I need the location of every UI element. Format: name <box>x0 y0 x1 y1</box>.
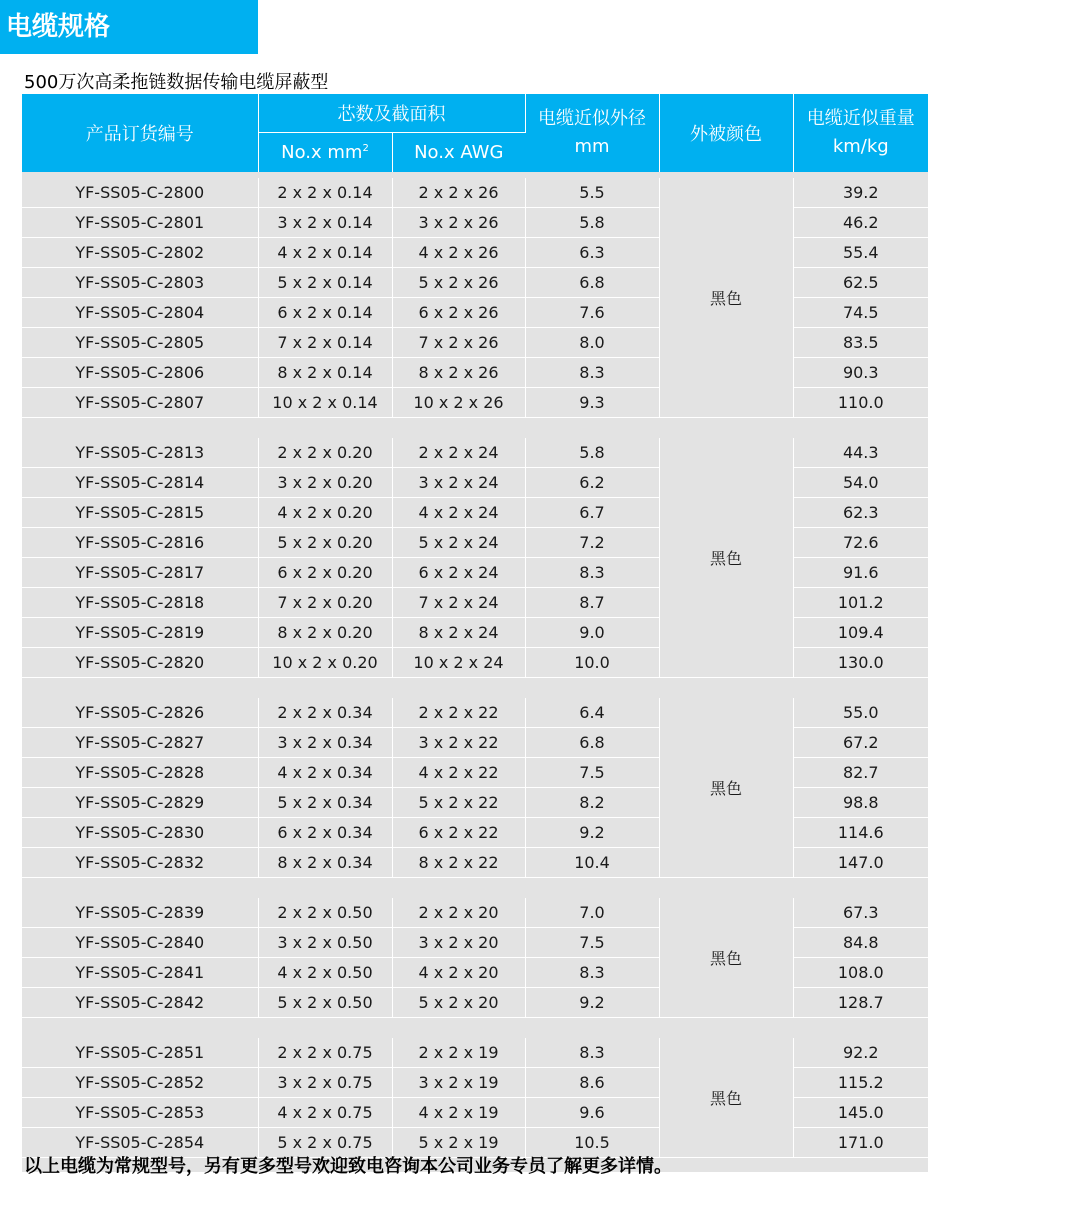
cell-mm2: 2 x 2 x 0.50 <box>258 895 392 928</box>
cell-mm2: 4 x 2 x 0.34 <box>258 758 392 788</box>
header-od-label: 电缆近似外径 <box>538 108 646 129</box>
table-row <box>22 788 928 818</box>
header-cores-group: 芯数及截面积 <box>258 94 525 133</box>
cell-awg: 3 x 2 x 22 <box>392 728 525 758</box>
cell-outer-diameter: 10.0 <box>525 648 659 678</box>
table-row <box>22 988 928 1018</box>
table-row <box>22 758 928 788</box>
cell-awg: 7 x 2 x 26 <box>392 328 525 358</box>
cell-outer-diameter: 8.0 <box>525 328 659 358</box>
cell-weight: 109.4 <box>793 618 928 648</box>
cell-weight: 62.5 <box>793 268 928 298</box>
cell-awg: 3 x 2 x 19 <box>392 1068 525 1098</box>
cell-awg: 4 x 2 x 26 <box>392 238 525 268</box>
cell-weight: 108.0 <box>793 958 928 988</box>
cell-weight: 82.7 <box>793 758 928 788</box>
header-weight <box>793 94 928 175</box>
cell-outer-diameter: 5.5 <box>525 175 659 208</box>
cell-mm2: 5 x 2 x 0.20 <box>258 528 392 558</box>
group-separator <box>22 1018 928 1036</box>
cell-awg: 5 x 2 x 24 <box>392 528 525 558</box>
cell-weight: 101.2 <box>793 588 928 618</box>
cell-awg: 4 x 2 x 19 <box>392 1098 525 1128</box>
header-mm2-label: No.x mm <box>281 142 363 163</box>
table-row <box>22 895 928 928</box>
footer-note: 以上电缆为常规型号，另有更多型号欢迎致电咨询本公司业务专员了解更多详情。 <box>24 1156 672 1177</box>
header-jacket-color: 外被颜色 <box>659 94 793 175</box>
cell-awg: 10 x 2 x 24 <box>392 648 525 678</box>
cell-mm2: 8 x 2 x 0.14 <box>258 358 392 388</box>
header-order-no: 产品订货编号 <box>22 94 258 175</box>
cell-mm2: 3 x 2 x 0.75 <box>258 1068 392 1098</box>
table-row <box>22 648 928 678</box>
cell-weight: 55.4 <box>793 238 928 268</box>
table-row <box>22 528 928 558</box>
cell-awg: 5 x 2 x 19 <box>392 1128 525 1158</box>
cell-outer-diameter: 9.0 <box>525 618 659 648</box>
page-title: 电缆规格 <box>0 0 258 54</box>
cell-awg: 5 x 2 x 26 <box>392 268 525 298</box>
cell-order-no: YF-SS05-C-2814 <box>22 468 258 498</box>
table-row <box>22 818 928 848</box>
cell-order-no: YF-SS05-C-2842 <box>22 988 258 1018</box>
cell-outer-diameter: 8.3 <box>525 558 659 588</box>
cell-outer-diameter: 8.6 <box>525 1068 659 1098</box>
group-separator <box>22 418 928 436</box>
cell-weight: 114.6 <box>793 818 928 848</box>
cell-mm2: 4 x 2 x 0.14 <box>258 238 392 268</box>
cell-order-no: YF-SS05-C-2820 <box>22 648 258 678</box>
cell-awg: 2 x 2 x 20 <box>392 895 525 928</box>
cell-outer-diameter: 7.5 <box>525 928 659 958</box>
cell-awg: 2 x 2 x 19 <box>392 1035 525 1068</box>
cell-jacket-color: 黑色 <box>659 895 793 1018</box>
cell-weight: 67.2 <box>793 728 928 758</box>
header-od-unit: mm <box>574 136 610 157</box>
header-awg: No.x AWG <box>392 133 525 176</box>
cell-outer-diameter: 10.5 <box>525 1128 659 1158</box>
cell-order-no: YF-SS05-C-2832 <box>22 848 258 878</box>
cell-mm2: 3 x 2 x 0.14 <box>258 208 392 238</box>
cell-outer-diameter: 6.8 <box>525 728 659 758</box>
header-weight-label: 电缆近似重量 <box>806 108 915 129</box>
cell-outer-diameter: 7.0 <box>525 895 659 928</box>
cell-order-no: YF-SS05-C-2841 <box>22 958 258 988</box>
header-mm2-sup: 2 <box>362 143 369 154</box>
cell-mm2: 2 x 2 x 0.75 <box>258 1035 392 1068</box>
cell-weight: 84.8 <box>793 928 928 958</box>
cell-mm2: 4 x 2 x 0.50 <box>258 958 392 988</box>
separator-cell <box>22 678 928 696</box>
cell-weight: 91.6 <box>793 558 928 588</box>
cell-order-no: YF-SS05-C-2852 <box>22 1068 258 1098</box>
cell-mm2: 5 x 2 x 0.50 <box>258 988 392 1018</box>
cell-order-no: YF-SS05-C-2805 <box>22 328 258 358</box>
table-row <box>22 388 928 418</box>
cell-mm2: 4 x 2 x 0.20 <box>258 498 392 528</box>
cell-mm2: 3 x 2 x 0.34 <box>258 728 392 758</box>
cell-weight: 67.3 <box>793 895 928 928</box>
cell-mm2: 7 x 2 x 0.20 <box>258 588 392 618</box>
table-row <box>22 238 928 268</box>
table-row <box>22 1098 928 1128</box>
cell-outer-diameter: 8.3 <box>525 1035 659 1068</box>
cell-weight: 83.5 <box>793 328 928 358</box>
cell-outer-diameter: 9.6 <box>525 1098 659 1128</box>
cell-mm2: 5 x 2 x 0.14 <box>258 268 392 298</box>
cell-order-no: YF-SS05-C-2829 <box>22 788 258 818</box>
cable-spec-table <box>22 94 928 1172</box>
cell-order-no: YF-SS05-C-2801 <box>22 208 258 238</box>
cell-awg: 4 x 2 x 24 <box>392 498 525 528</box>
cell-mm2: 3 x 2 x 0.20 <box>258 468 392 498</box>
table-row <box>22 558 928 588</box>
cell-order-no: YF-SS05-C-2851 <box>22 1035 258 1068</box>
cell-order-no: YF-SS05-C-2815 <box>22 498 258 528</box>
cell-order-no: YF-SS05-C-2828 <box>22 758 258 788</box>
cell-order-no: YF-SS05-C-2839 <box>22 895 258 928</box>
cell-mm2: 2 x 2 x 0.34 <box>258 695 392 728</box>
cell-jacket-color: 黑色 <box>659 695 793 878</box>
cell-awg: 5 x 2 x 22 <box>392 788 525 818</box>
cell-jacket-color: 黑色 <box>659 435 793 678</box>
cell-outer-diameter: 6.4 <box>525 695 659 728</box>
cell-mm2: 5 x 2 x 0.34 <box>258 788 392 818</box>
cell-mm2: 8 x 2 x 0.34 <box>258 848 392 878</box>
cell-mm2: 8 x 2 x 0.20 <box>258 618 392 648</box>
separator-cell <box>22 1018 928 1036</box>
table-row <box>22 328 928 358</box>
cell-awg: 6 x 2 x 22 <box>392 818 525 848</box>
cell-awg: 8 x 2 x 24 <box>392 618 525 648</box>
cell-awg: 6 x 2 x 24 <box>392 558 525 588</box>
cell-awg: 8 x 2 x 22 <box>392 848 525 878</box>
cell-weight: 92.2 <box>793 1035 928 1068</box>
cell-weight: 62.3 <box>793 498 928 528</box>
group-separator <box>22 878 928 896</box>
cell-awg: 4 x 2 x 20 <box>392 958 525 988</box>
table-row <box>22 298 928 328</box>
cell-outer-diameter: 5.8 <box>525 208 659 238</box>
cell-outer-diameter: 6.3 <box>525 238 659 268</box>
cell-order-no: YF-SS05-C-2853 <box>22 1098 258 1128</box>
cell-order-no: YF-SS05-C-2816 <box>22 528 258 558</box>
table-row <box>22 728 928 758</box>
cell-order-no: YF-SS05-C-2819 <box>22 618 258 648</box>
table-row <box>22 928 928 958</box>
cell-mm2: 2 x 2 x 0.14 <box>258 175 392 208</box>
cell-outer-diameter: 8.3 <box>525 958 659 988</box>
cell-awg: 3 x 2 x 20 <box>392 928 525 958</box>
cell-order-no: YF-SS05-C-2803 <box>22 268 258 298</box>
cell-order-no: YF-SS05-C-2827 <box>22 728 258 758</box>
cell-awg: 3 x 2 x 26 <box>392 208 525 238</box>
cell-outer-diameter: 8.3 <box>525 358 659 388</box>
separator-cell <box>22 418 928 436</box>
table-row <box>22 268 928 298</box>
cell-mm2: 2 x 2 x 0.20 <box>258 435 392 468</box>
cell-awg: 2 x 2 x 24 <box>392 435 525 468</box>
cell-mm2: 6 x 2 x 0.20 <box>258 558 392 588</box>
header-weight-unit: km/kg <box>832 136 889 157</box>
cell-weight: 39.2 <box>793 175 928 208</box>
cell-weight: 72.6 <box>793 528 928 558</box>
cell-mm2: 4 x 2 x 0.75 <box>258 1098 392 1128</box>
cell-order-no: YF-SS05-C-2854 <box>22 1128 258 1158</box>
cell-outer-diameter: 9.2 <box>525 818 659 848</box>
cell-outer-diameter: 6.2 <box>525 468 659 498</box>
table-row <box>22 618 928 648</box>
table-row <box>22 208 928 238</box>
cell-awg: 8 x 2 x 26 <box>392 358 525 388</box>
cell-weight: 54.0 <box>793 468 928 498</box>
cell-awg: 5 x 2 x 20 <box>392 988 525 1018</box>
cell-weight: 90.3 <box>793 358 928 388</box>
table-row <box>22 358 928 388</box>
cell-weight: 171.0 <box>793 1128 928 1158</box>
cell-weight: 55.0 <box>793 695 928 728</box>
cell-awg: 4 x 2 x 22 <box>392 758 525 788</box>
cell-weight: 115.2 <box>793 1068 928 1098</box>
table-row <box>22 958 928 988</box>
cell-weight: 147.0 <box>793 848 928 878</box>
cell-order-no: YF-SS05-C-2817 <box>22 558 258 588</box>
cell-order-no: YF-SS05-C-2813 <box>22 435 258 468</box>
table-row <box>22 468 928 498</box>
table-header <box>22 94 928 175</box>
cell-weight: 130.0 <box>793 648 928 678</box>
cell-mm2: 6 x 2 x 0.14 <box>258 298 392 328</box>
cell-outer-diameter: 7.5 <box>525 758 659 788</box>
table-row <box>22 588 928 618</box>
cell-weight: 44.3 <box>793 435 928 468</box>
cell-order-no: YF-SS05-C-2804 <box>22 298 258 328</box>
cell-order-no: YF-SS05-C-2826 <box>22 695 258 728</box>
cell-weight: 110.0 <box>793 388 928 418</box>
cell-jacket-color: 黑色 <box>659 1035 793 1158</box>
cell-mm2: 10 x 2 x 0.14 <box>258 388 392 418</box>
cell-outer-diameter: 5.8 <box>525 435 659 468</box>
table-row <box>22 848 928 878</box>
cell-weight: 145.0 <box>793 1098 928 1128</box>
cell-order-no: YF-SS05-C-2840 <box>22 928 258 958</box>
cell-mm2: 6 x 2 x 0.34 <box>258 818 392 848</box>
cell-outer-diameter: 6.8 <box>525 268 659 298</box>
table-row <box>22 1068 928 1098</box>
table-row <box>22 498 928 528</box>
cell-awg: 3 x 2 x 24 <box>392 468 525 498</box>
cell-weight: 46.2 <box>793 208 928 238</box>
cell-awg: 2 x 2 x 26 <box>392 175 525 208</box>
cell-order-no: YF-SS05-C-2830 <box>22 818 258 848</box>
cell-outer-diameter: 8.2 <box>525 788 659 818</box>
cell-mm2: 3 x 2 x 0.50 <box>258 928 392 958</box>
cell-outer-diameter: 9.2 <box>525 988 659 1018</box>
header-outer-diameter <box>525 94 659 175</box>
cell-order-no: YF-SS05-C-2806 <box>22 358 258 388</box>
cell-order-no: YF-SS05-C-2800 <box>22 175 258 208</box>
cell-mm2: 5 x 2 x 0.75 <box>258 1128 392 1158</box>
table-body <box>22 175 928 1172</box>
cell-outer-diameter: 8.7 <box>525 588 659 618</box>
cell-order-no: YF-SS05-C-2807 <box>22 388 258 418</box>
cell-awg: 7 x 2 x 24 <box>392 588 525 618</box>
cell-awg: 2 x 2 x 22 <box>392 695 525 728</box>
table-row <box>22 1035 928 1068</box>
table-row <box>22 695 928 728</box>
cell-outer-diameter: 10.4 <box>525 848 659 878</box>
table-row <box>22 435 928 468</box>
cell-awg: 10 x 2 x 26 <box>392 388 525 418</box>
cell-outer-diameter: 7.2 <box>525 528 659 558</box>
cell-outer-diameter: 9.3 <box>525 388 659 418</box>
cell-weight: 98.8 <box>793 788 928 818</box>
group-separator <box>22 678 928 696</box>
separator-cell <box>22 878 928 896</box>
table-row <box>22 175 928 208</box>
cell-outer-diameter: 7.6 <box>525 298 659 328</box>
cell-mm2: 10 x 2 x 0.20 <box>258 648 392 678</box>
cell-mm2: 7 x 2 x 0.14 <box>258 328 392 358</box>
cell-order-no: YF-SS05-C-2802 <box>22 238 258 268</box>
table-subtitle: 500万次高柔拖链数据传输电缆屏蔽型 <box>24 72 329 93</box>
cell-awg: 6 x 2 x 26 <box>392 298 525 328</box>
cell-weight: 74.5 <box>793 298 928 328</box>
cell-weight: 128.7 <box>793 988 928 1018</box>
cell-order-no: YF-SS05-C-2818 <box>22 588 258 618</box>
cell-jacket-color: 黑色 <box>659 175 793 418</box>
cell-outer-diameter: 6.7 <box>525 498 659 528</box>
header-mm2 <box>258 133 392 176</box>
